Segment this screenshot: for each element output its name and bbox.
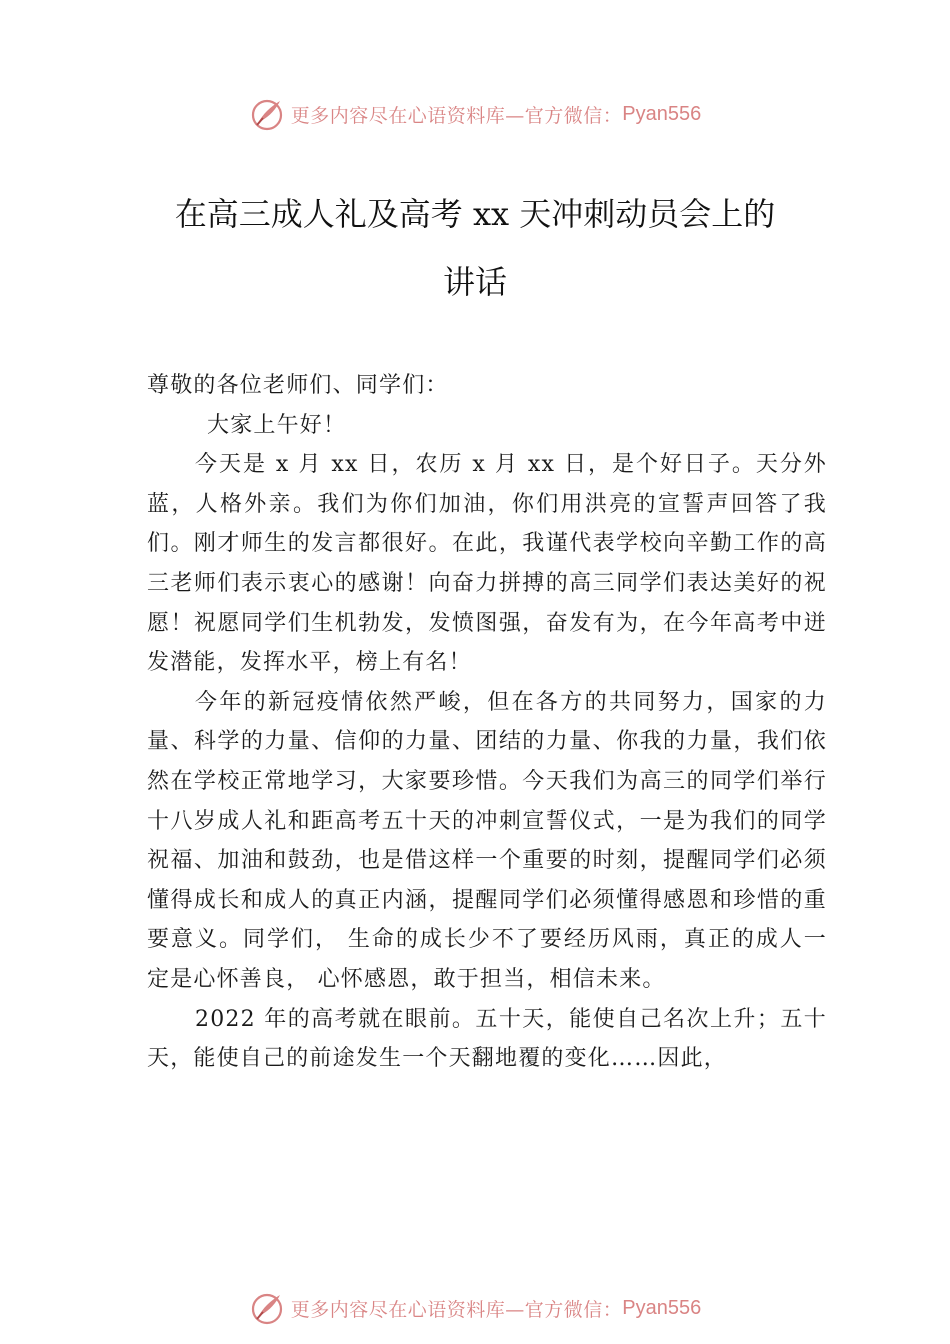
watermark-wechat-id: Pyan556 <box>622 102 702 125</box>
header-watermark <box>0 94 950 134</box>
quill-logo-icon <box>249 96 285 132</box>
title-line-2: 讲话 <box>442 263 507 301</box>
greeting: 大家上午好！ <box>207 412 347 438</box>
footer-watermark <box>0 1288 950 1328</box>
watermark-text: 更多内容尽在心语资料库—官方微信： <box>290 1298 623 1321</box>
watermark-wechat-id: Pyan556 <box>622 1296 702 1319</box>
watermark-text: 更多内容尽在心语资料库—官方微信： <box>290 104 623 127</box>
title-line-1: 在高三成人礼及高考 xx 天冲刺动员会上的 <box>174 195 776 233</box>
quill-logo-icon <box>249 1290 285 1326</box>
document-title <box>100 180 850 316</box>
document-body <box>147 366 827 1079</box>
salutation: 尊敬的各位老师们、同学们： <box>147 373 449 398</box>
paragraph-3: 2022 年的高考就在眼前。五十天，能使自己名次上升；五十天，能使自己的前途发生一个天翻地覆的变化……因此， <box>147 1006 827 1072</box>
paragraph-2: 今年的新冠疫情依然严峻，但在各方的共同努力，国家的力量、科学的力量、信仰的力量、团结的力量、你我的力量，我们依然在学校正常地学习，大家要珍惜。今天我们为高三的同学们举行十八岁成人礼和距高考五十天的冲刺宣誓仪式，一是为我们的同学祝福、加油和鼓劲，也是借这样一个重要的时刻，提醒同学们必须懂得成长和成人的真正内涵，提醒同学们必须懂得感恩和珍惜的重要意义。同学们， 生命的成长少不了要经历风雨，真正的成人一定是心怀善良， 心怀感恩，敢于担当，相信未来。 <box>147 689 827 992</box>
paragraph-1: 今天是 x 月 xx 日，农历 x 月 xx 日，是个好日子。天分外蓝，人格外亲。我们为你们加油，你们用洪亮的宣誓声回答了我们。刚才师生的发言都很好。在此，我谨代表学校向辛勤工作的高三老师们表示衷心的感谢！向奋力拼搏的高三同学们表达美好的祝愿！祝愿同学们生机勃发，发愤图强，奋发有为，在今年高考中迸发潜能，发挥水平，榜上有名！ <box>147 452 827 676</box>
